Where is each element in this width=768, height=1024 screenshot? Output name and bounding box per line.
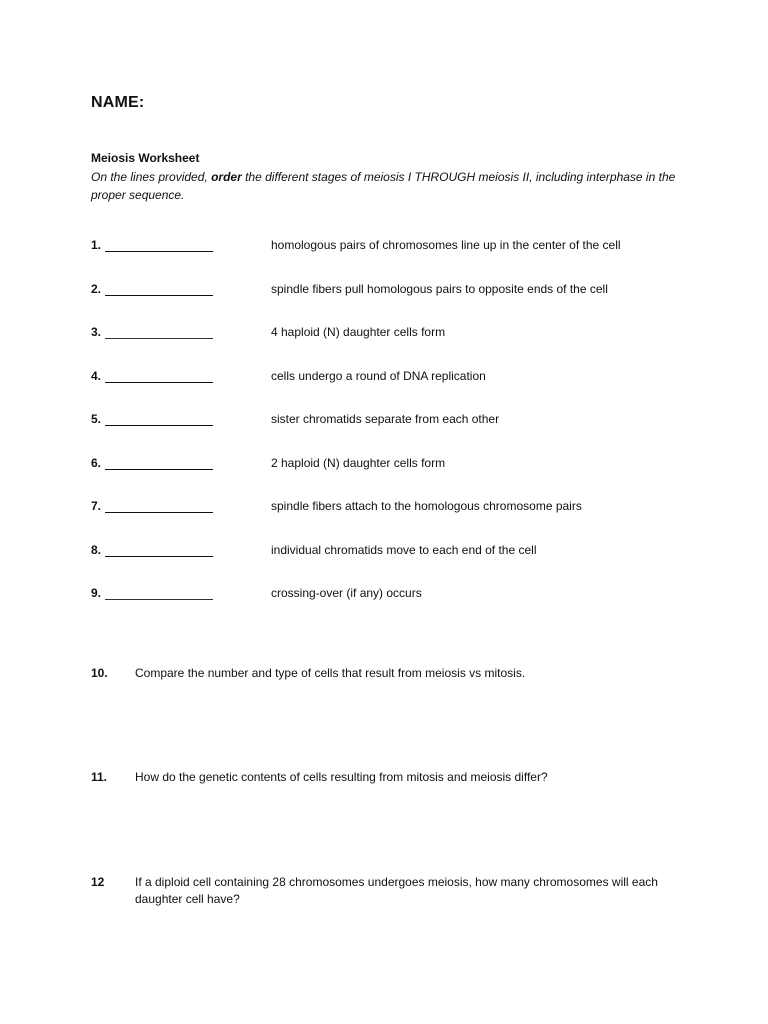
item-number: 5. bbox=[91, 412, 102, 426]
question-text: Compare the number and type of cells that result from meiosis vs mitosis. bbox=[135, 666, 526, 680]
ordering-item bbox=[91, 456, 711, 474]
question-number: 10. bbox=[91, 666, 108, 680]
item-description: crossing-over (if any) occurs bbox=[271, 586, 422, 600]
answer-blank[interactable] bbox=[105, 512, 213, 513]
answer-blank[interactable] bbox=[105, 599, 213, 600]
ordering-item bbox=[91, 325, 711, 343]
ordering-item bbox=[91, 499, 711, 517]
item-description: individual chromatids move to each end of the cell bbox=[271, 543, 537, 557]
instructions-emphasis: order bbox=[211, 170, 242, 184]
item-number: 6. bbox=[91, 456, 102, 470]
item-description: 2 haploid (N) daughter cells form bbox=[271, 456, 446, 470]
answer-blank[interactable] bbox=[105, 382, 213, 383]
answer-blank[interactable] bbox=[105, 338, 213, 339]
instructions-text-end: the different stages of meiosis I THROUGH meiosis II, including interphase in the proper sequence. bbox=[91, 170, 676, 202]
ordering-item bbox=[91, 543, 711, 561]
worksheet-title: Meiosis Worksheet bbox=[91, 151, 200, 165]
answer-blank[interactable] bbox=[105, 251, 213, 252]
answer-blank[interactable] bbox=[105, 469, 213, 470]
item-description: homologous pairs of chromosomes line up in the center of the cell bbox=[271, 238, 621, 252]
item-number: 8. bbox=[91, 543, 102, 557]
item-number: 9. bbox=[91, 586, 102, 600]
ordering-item bbox=[91, 238, 711, 256]
answer-blank[interactable] bbox=[105, 295, 213, 296]
question-number: 11. bbox=[91, 770, 108, 784]
item-number: 2. bbox=[91, 282, 102, 296]
item-description: spindle fibers pull homologous pairs to opposite ends of the cell bbox=[271, 282, 608, 296]
instructions-text-start: On the lines provided, bbox=[91, 170, 212, 184]
item-number: 3. bbox=[91, 325, 102, 339]
item-number: 7. bbox=[91, 499, 102, 513]
name-label: NAME: bbox=[91, 94, 145, 111]
ordering-item bbox=[91, 412, 711, 430]
item-description: 4 haploid (N) daughter cells form bbox=[271, 325, 446, 339]
worksheet-instructions bbox=[91, 168, 691, 204]
item-description: sister chromatids separate from each other bbox=[271, 412, 500, 426]
question-text: If a diploid cell containing 28 chromosomes undergoes meiosis, how many chromosomes will each daughter cell have? bbox=[135, 875, 658, 906]
item-description: cells undergo a round of DNA replication bbox=[271, 369, 486, 383]
answer-blank[interactable] bbox=[105, 556, 213, 557]
item-number: 4. bbox=[91, 369, 102, 383]
item-number: 1. bbox=[91, 238, 102, 252]
ordering-item bbox=[91, 586, 711, 604]
item-description: spindle fibers attach to the homologous chromosome pairs bbox=[271, 499, 582, 513]
question-text: How do the genetic contents of cells resulting from mitosis and meiosis differ? bbox=[135, 770, 548, 784]
question-number: 12 bbox=[91, 875, 105, 889]
ordering-item bbox=[91, 369, 711, 387]
ordering-item bbox=[91, 282, 711, 300]
answer-blank[interactable] bbox=[105, 425, 213, 426]
